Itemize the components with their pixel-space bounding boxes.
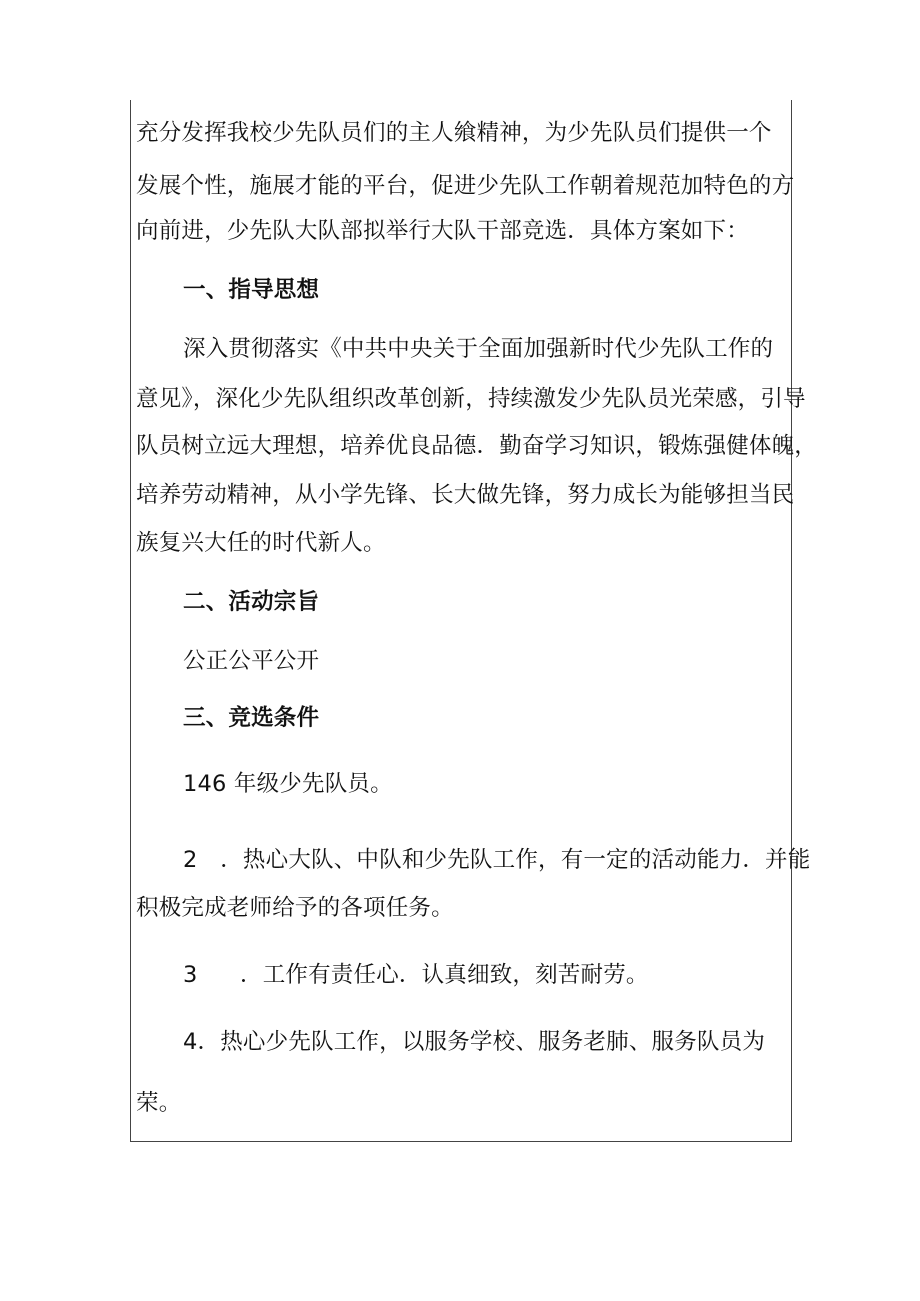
- section3-item3-text: ．工作有责任心．认真细致，刻苦耐劳。: [240, 962, 649, 988]
- section1-line-5: 族复兴大任的时代新人。: [136, 530, 386, 556]
- section2-text: 公正公平公开: [183, 648, 320, 674]
- section1-line-2: 意见》，深化少先队组织改革创新，持续激发少先队员光荣感，引导: [136, 386, 806, 412]
- section1-heading: 一、指导思想: [183, 277, 320, 303]
- section1-line-4: 培养劳动精神，从小学先锋、长大做先锋，努力成长为能够担当民: [136, 482, 795, 508]
- section3-item4-line-2: 荣。: [136, 1090, 182, 1116]
- section3-item2-line-2: 积极完成老师给予的各项任务。: [136, 895, 454, 921]
- section2-heading: 二、活动宗旨: [183, 589, 320, 615]
- section1-line-1: 深入贯彻落实《中共中央关于全面加强新时代少先队工作的: [183, 336, 774, 362]
- section3-item1: 146 年级少先队员。: [183, 771, 393, 797]
- section3-heading: 三、竞选条件: [183, 705, 320, 731]
- intro-line-1: 充分发挥我校少先队员们的主人飨精神，为少先队员们提供一个: [136, 120, 772, 146]
- intro-line-2: 发展个性，施展才能的平台，促进少先队工作朝着规范加特色的方: [136, 173, 795, 199]
- section3-item4-line-1: 4．热心少先队工作，以服务学校、服务老肺、服务队员为: [183, 1029, 766, 1055]
- section3-item2-line-1: 2 ．热心大队、中队和少先队工作，有一定的活动能力．并能: [183, 847, 811, 873]
- section3-item3-number: 3: [183, 962, 198, 988]
- intro-line-3: 向前进，少先队大队部拟举行大队干部竞选．具体方案如下：: [136, 218, 749, 244]
- section1-line-3: 队员树立远大理想，培养优良品德．勤奋学习知识，锻炼强健体魄，: [136, 433, 818, 459]
